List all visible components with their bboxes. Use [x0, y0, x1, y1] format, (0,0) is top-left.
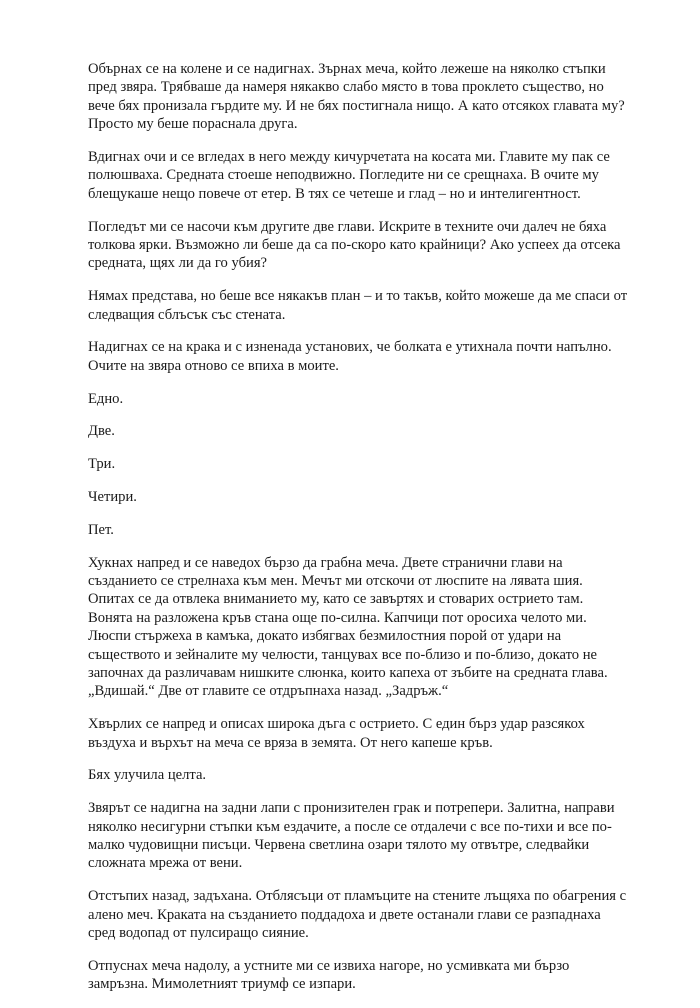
paragraph: Три. — [88, 456, 116, 473]
paragraph: Едно. — [88, 390, 124, 407]
paragraph: Нямах представа, но беше все някакъв план – и то такъв, който можеше да ме спаси от следващия сблъсък със стената. — [88, 288, 628, 323]
paragraph: Звярът се надигна на задни лапи с пронизителен грак и потрепери. Залитна, направи няколко несигурни стъпки към ездачите, а после се отдалечи с все по-тихи и все по-малко чудовищни писъци. Червена светлина озари тялото му отвътре, следвайки сложната мрежа от вени. — [88, 800, 615, 872]
paragraph: Две. — [88, 423, 115, 440]
paragraph: Четири. — [88, 489, 137, 506]
paragraph: Погледът ми се насочи към другите две глави. Искрите в техните очи далеч не бяха толкова ярки. Възможно ли беше да са по-скоро като крайници? Ако успеех да отсека средната, щях ли да го убия? — [88, 218, 621, 272]
paragraph: Обърнах се на колене и се надигнах. Зърнах меча, който лежеше на няколко стъпки пред звяра. Трябваше да намеря някакво слабо място в това проклето същество, но вече бях пронизала гърдите му. И не бях постигнала нищо. А като отсякох главата му? Просто му беше пораснала друга. — [88, 61, 625, 133]
paragraph: Пет. — [88, 521, 114, 538]
paragraph: Надигнах се на крака и с изненада установих, че болката е утихнала почти напълно. Очите на звяра отново се впиха в моите. — [88, 339, 612, 374]
paragraph: Вдигнах очи и се вгледах в него между кичурчетата на косата ми. Главите му пак се полюшваха. Средната стоеше неподвижно. Погледите ни се срещнаха. В очите му блещукаше нещо повече от етер. В тях се четеше и глад – но и интелигентност. — [88, 149, 610, 202]
document-page — [88, 60, 628, 1008]
paragraph: Хвърлих се напред и описах широка дъга с острието. С един бърз удар разсякох въздуха и върхът на меча се вряза в земята. От него капеше кръв. — [88, 716, 585, 751]
paragraph: Отстъпих назад, задъхана. Отблясъци от пламъците на стените лъщяха по обагрения с алено меч. Краката на създанието поддадоха и двете останали глави се разпаднаха сред водопад от пулсиращо сияние. — [88, 888, 627, 942]
paragraph: Хукнах напред и се наведох бързо да грабна меча. Двете странични глави на създанието се стрелнаха към мен. Мечът ми отскочи от люспите на лявата шия. Опитах се да отвлека вниманието му, като се завъртях и стоварих острието там. Вонята на разложена кръв стана още по-силна. Капчици пот оросиха челото ми. Люспи стържеха в камъка, докато избягвах безмилостния порой от удари на съществото и зейналите му челюсти, танцувах все по-близо и по-близо, докато не започнах да различавам нишките слюнка, които капеха от зъбите на средната глава. „Вдишай.“ Две от главите се отдръпнаха назад. „Задръж.“ — [88, 554, 608, 700]
paragraph: Отпуснах меча надолу, а устните ми се извиха нагоре, но усмивката ми бързо замръзна. Мимолетният триумф се изпари. — [88, 957, 570, 993]
paragraph: Бях улучила целта. — [88, 767, 207, 784]
